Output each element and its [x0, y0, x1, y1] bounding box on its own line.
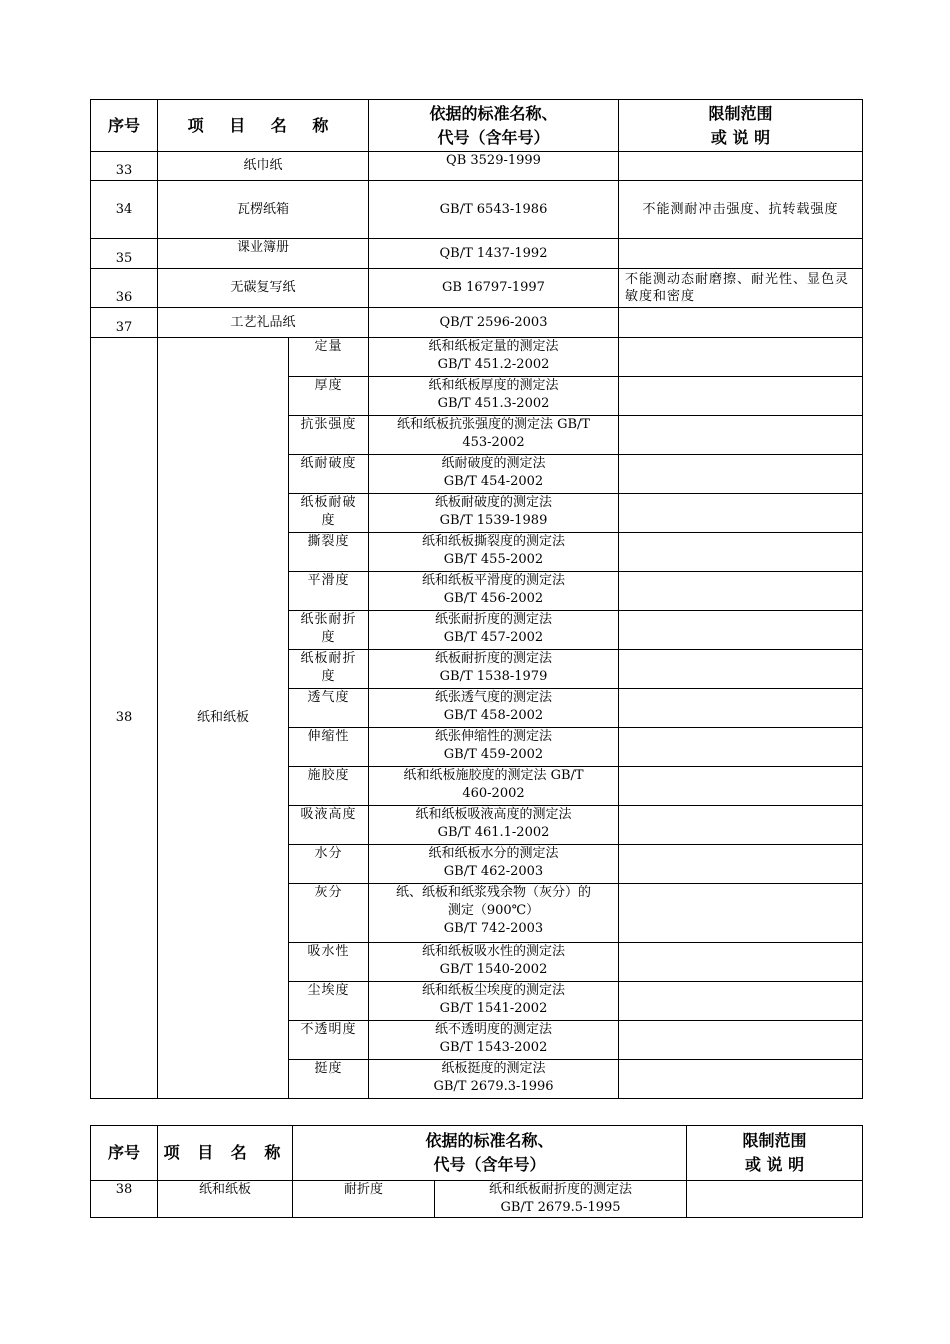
parameter-limit	[619, 728, 863, 767]
parameter-standard-line-1: 纸和纸板撕裂度的测定法	[421, 534, 565, 549]
table-body	[91, 152, 863, 1099]
standards-table-main	[90, 99, 863, 1099]
parameter-name: 纸板耐折度	[289, 650, 369, 689]
parameter-name: 抗张强度	[289, 416, 369, 455]
row-limit	[687, 1181, 863, 1218]
parameter-standard	[369, 982, 619, 1021]
parameter-limit	[619, 494, 863, 533]
parameter-name: 透气度	[289, 689, 369, 728]
parameter-standard-line-2: GB/T 461.1-2002	[437, 825, 550, 840]
table-row	[91, 308, 863, 338]
row-name: 工艺礼品纸	[158, 308, 369, 338]
header-standard-line2: 代号（含年号）	[433, 1155, 546, 1174]
parameter-standard-line-1: 纸和纸板吸液高度的测定法	[415, 807, 572, 822]
parameter-standard-line-1: 纸和纸板吸水性的测定法	[421, 944, 565, 959]
row-standard: GB 16797-1997	[369, 269, 619, 308]
row-seq: 38	[91, 1181, 158, 1218]
parameter-standard-line-1: 纸张透气度的测定法	[434, 690, 552, 705]
parameter-standard-line-2: GB/T 459-2002	[443, 747, 544, 762]
parameter-standard-line-2: GB/T 455-2002	[443, 552, 544, 567]
header-limit-line2: 或 说 明	[710, 127, 771, 147]
parameter-standard-line-2: GB/T 457-2002	[443, 630, 544, 645]
row-seq: 34	[91, 181, 158, 239]
parameter-name: 尘埃度	[289, 982, 369, 1021]
parameter-standard	[369, 455, 619, 494]
row-limit	[619, 308, 863, 338]
row-standard-code: GB/T 2679.5-1995	[500, 1200, 621, 1215]
parameter-standard-line-1: 纸张伸缩性的测定法	[434, 729, 552, 744]
table-row	[91, 239, 863, 269]
parameter-standard-line-2: 测定（900℃）	[447, 903, 540, 918]
row-standard: GB/T 6543-1986	[369, 181, 619, 239]
parameter-standard-line-2: GB/T 1539-1989	[439, 513, 548, 528]
group-name: 纸和纸板	[158, 338, 289, 1099]
header-limit-line1: 限制范围	[708, 103, 773, 123]
row-seq: 33	[91, 152, 158, 181]
parameter-standard-line-2: GB/T 1541-2002	[439, 1001, 548, 1016]
parameter-name: 撕裂度	[289, 533, 369, 572]
row-name: 纸和纸板	[158, 1181, 293, 1218]
parameter-name: 伸缩性	[289, 728, 369, 767]
row-name: 瓦楞纸箱	[158, 181, 369, 239]
row-name: 课业簿册	[158, 239, 369, 269]
parameter-limit	[619, 650, 863, 689]
parameter-limit	[619, 689, 863, 728]
parameter-limit	[619, 982, 863, 1021]
parameter-standard-line-1: 纸和纸板平滑度的测定法	[421, 573, 565, 588]
header-item-name: 项 目 名 称	[158, 100, 369, 152]
row-name: 纸巾纸	[158, 152, 369, 181]
header-standard-line1: 依据的标准名称、	[429, 103, 558, 123]
parameter-limit	[619, 455, 863, 494]
parameter-limit	[619, 943, 863, 982]
parameter-limit	[619, 1021, 863, 1060]
parameter-standard-line-2: GB/T 1540-2002	[439, 962, 548, 977]
parameter-standard-line-1: 纸张耐折度的测定法	[434, 612, 552, 627]
header-seq: 序号	[91, 1126, 158, 1181]
parameter-standard-line-2: GB/T 1538-1979	[439, 669, 548, 684]
parameter-limit	[619, 884, 863, 943]
row-seq: 37	[91, 308, 158, 338]
parameter-name: 吸水性	[289, 943, 369, 982]
parameter-standard	[369, 689, 619, 728]
parameter-name: 平滑度	[289, 572, 369, 611]
parameter-name: 不透明度	[289, 1021, 369, 1060]
row-seq: 35	[91, 239, 158, 269]
parameter-name: 挺度	[289, 1060, 369, 1099]
standards-table-continued	[90, 1125, 863, 1218]
parameter-limit	[619, 533, 863, 572]
parameter-name: 定量	[289, 338, 369, 377]
row-name: 无碳复写纸	[158, 269, 369, 308]
parameter-limit	[619, 338, 863, 377]
parameter-name: 水分	[289, 845, 369, 884]
parameter-standard	[369, 338, 619, 377]
parameter-name: 施胶度	[289, 767, 369, 806]
parameter-standard	[369, 416, 619, 455]
parameter-limit	[619, 416, 863, 455]
header-item-name: 项 目 名 称	[158, 1126, 293, 1181]
parameter-standard	[369, 377, 619, 416]
row-standard: QB 3529-1999	[369, 152, 619, 181]
table-row	[91, 338, 863, 377]
parameter-name: 纸耐破度	[289, 455, 369, 494]
parameter-name: 纸板耐破度	[289, 494, 369, 533]
parameter-standard-line-1: 纸和纸板尘埃度的测定法	[421, 983, 565, 998]
header-limit	[687, 1126, 863, 1181]
header-standard	[293, 1126, 687, 1181]
parameter-standard-line-2: GB/T 456-2002	[443, 591, 544, 606]
parameter-standard-line-3: GB/T 742-2003	[443, 921, 544, 936]
parameter-standard	[369, 884, 619, 943]
parameter-limit	[619, 806, 863, 845]
parameter-limit	[619, 572, 863, 611]
row-param: 耐折度	[293, 1181, 435, 1218]
parameter-limit	[619, 1060, 863, 1099]
parameter-standard	[369, 650, 619, 689]
parameter-standard-line-2: GB/T 2679.3-1996	[433, 1079, 554, 1094]
table-row	[91, 181, 863, 239]
parameter-name: 厚度	[289, 377, 369, 416]
table-row	[91, 269, 863, 308]
parameter-standard-line-2: 460-2002	[462, 786, 525, 801]
header-standard-line1: 依据的标准名称、	[425, 1131, 554, 1150]
header-limit-line2: 或 说 明	[744, 1155, 805, 1174]
parameter-standard-line-2: GB/T 454-2002	[443, 474, 544, 489]
parameter-standard-line-1: 纸耐破度的测定法	[441, 456, 546, 471]
parameter-standard	[369, 845, 619, 884]
parameter-standard-line-1: 纸和纸板水分的测定法	[428, 846, 559, 861]
parameter-standard-line-2: 453-2002	[462, 435, 525, 450]
parameter-name: 吸液高度	[289, 806, 369, 845]
row-limit: 不能测耐冲击强度、抗转载强度	[619, 181, 863, 239]
parameter-standard	[369, 533, 619, 572]
parameter-standard-line-1: 纸和纸板定量的测定法	[428, 339, 559, 354]
parameter-standard-line-1: 纸板耐破度的测定法	[434, 495, 552, 510]
row-limit	[619, 239, 863, 269]
table-row	[91, 152, 863, 181]
table-row	[91, 1181, 863, 1218]
parameter-standard-line-2: GB/T 451.3-2002	[437, 396, 550, 411]
parameter-standard	[369, 494, 619, 533]
header-limit-line1: 限制范围	[742, 1131, 807, 1150]
parameter-standard	[369, 611, 619, 650]
parameter-limit	[619, 767, 863, 806]
parameter-standard-line-2: GB/T 1543-2002	[439, 1040, 548, 1055]
parameter-standard-line-1: 纸板挺度的测定法	[441, 1061, 546, 1076]
parameter-standard-line-1: 纸不透明度的测定法	[434, 1022, 552, 1037]
parameter-standard	[369, 1060, 619, 1099]
parameter-name: 灰分	[289, 884, 369, 943]
parameter-limit	[619, 611, 863, 650]
parameter-standard-line-1: 纸和纸板厚度的测定法	[428, 378, 559, 393]
parameter-standard-line-2: GB/T 451.2-2002	[437, 357, 550, 372]
parameter-standard	[369, 767, 619, 806]
parameter-limit	[619, 377, 863, 416]
parameter-standard-line-2: GB/T 462-2003	[443, 864, 544, 879]
parameter-standard	[369, 806, 619, 845]
row-standard-title: 纸和纸板耐折度的测定法	[489, 1182, 633, 1197]
parameter-standard	[369, 1021, 619, 1060]
row-limit: 不能测动态耐磨擦、耐光性、显色灵敏度和密度	[619, 269, 863, 308]
group-seq: 38	[91, 338, 158, 1099]
row-seq: 36	[91, 269, 158, 308]
parameter-standard-line-2: GB/T 458-2002	[443, 708, 544, 723]
row-standard: QB/T 2596-2003	[369, 308, 619, 338]
parameter-name: 纸张耐折度	[289, 611, 369, 650]
header-standard-line2: 代号（含年号）	[437, 127, 550, 147]
header-standard	[369, 100, 619, 152]
row-standard: QB/T 1437-1992	[369, 239, 619, 269]
parameter-standard	[369, 728, 619, 767]
parameter-standard	[369, 943, 619, 982]
parameter-standard-line-1: 纸和纸板施胶度的测定法 GB/T	[403, 768, 584, 783]
header-seq: 序号	[91, 100, 158, 152]
row-standard	[435, 1181, 687, 1218]
parameter-standard-line-1: 纸板耐折度的测定法	[434, 651, 552, 666]
row-limit	[619, 152, 863, 181]
header-limit	[619, 100, 863, 152]
parameter-limit	[619, 845, 863, 884]
parameter-standard-line-1: 纸和纸板抗张强度的测定法 GB/T	[396, 417, 591, 432]
parameter-standard	[369, 572, 619, 611]
parameter-standard-line-1: 纸、纸板和纸浆残余物（灰分）的	[395, 885, 591, 900]
